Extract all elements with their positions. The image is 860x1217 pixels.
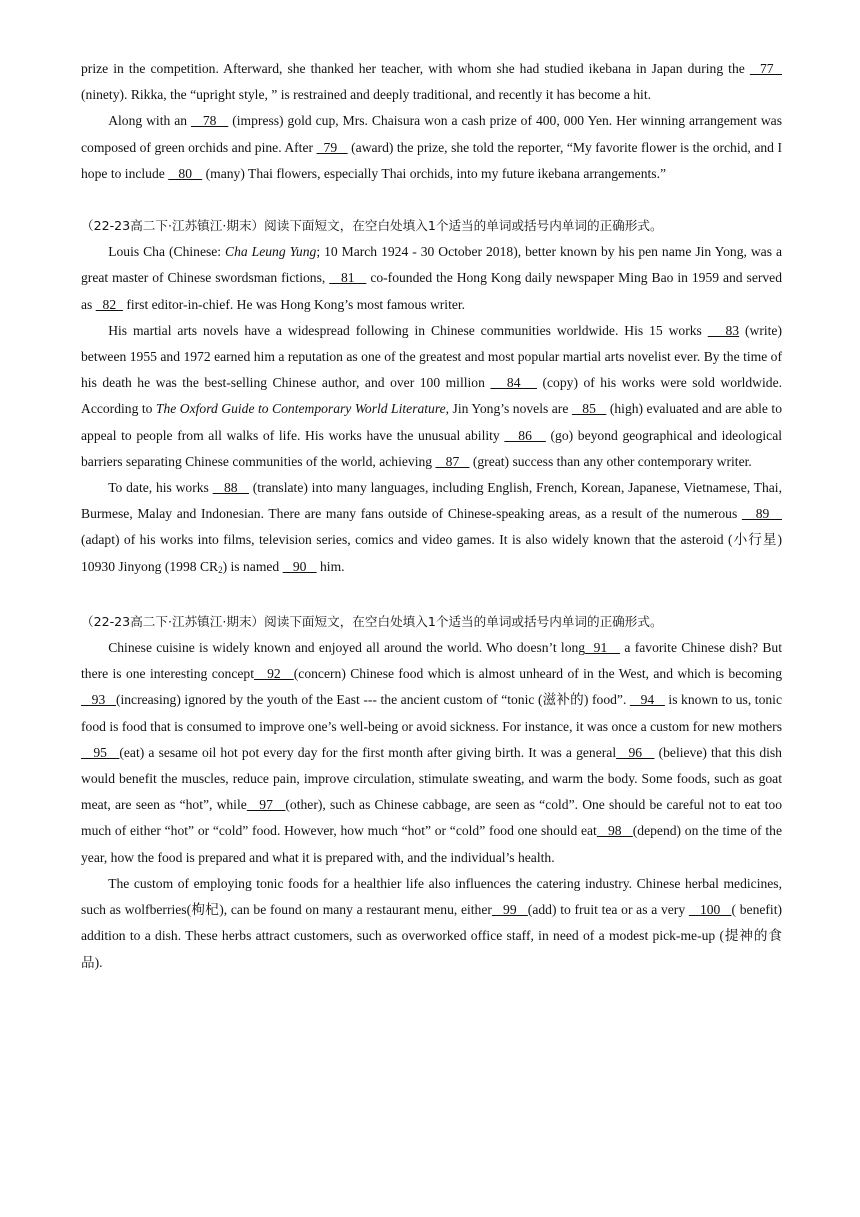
passage2-paragraph-3	[81, 475, 782, 583]
blank-84[interactable]: 84	[490, 375, 537, 391]
blank-79[interactable]: 79	[316, 139, 348, 155]
text: (translate) into many languages, including English, French, Korean, Japanese, Vietnamese, Thai, Burmese, Malay and Indonesian. There are many fans outside of Chinese-speaking areas, as a result of the numerous	[81, 480, 782, 522]
text: (copy) of his works were sold worldwide. According to	[81, 375, 783, 417]
text: The custom of employing tonic foods for a healthier life also influences the catering industry. Chinese herbal medicines, such as wolfberries(枸杞), can be found on many a restaurant menu, either	[81, 875, 782, 918]
text: Chinese cuisine is widely known and enjoyed all around the world. Who doesn’t long	[108, 640, 586, 656]
passage3-paragraph-1	[81, 635, 782, 871]
blank-81[interactable]: 81	[329, 270, 367, 286]
text: first editor-in-chief. He was Hong Kong’s most famous writer.	[122, 296, 466, 312]
blank-95[interactable]: 95	[81, 744, 120, 760]
passage2-header: （22-23高二下·江苏镇江·期末）阅读下面短文，在空白处填入1个适当的单词或括号内单词的正确形式。	[81, 218, 663, 234]
text: (impress) gold cup, Mrs. Chaisura won a cash prize of 400, 000 Yen. Her winning arrangement was composed of green orchids and pine. After	[81, 113, 783, 155]
text: (write) between 1955 and 1972 earned him a reputation as one of the greatest and most popular martial arts novelist ever. By the time of his death he was the best-selling Chinese author, and over 100 million	[81, 322, 782, 391]
text: (concern) Chinese food which is almost unheard of in the West, and which is becoming	[293, 666, 783, 682]
blank-85[interactable]: 85	[571, 401, 607, 417]
text: (believe) that this dish would benefit the muscles, reduce pain, improve circulation, stimulate sweating, and warm the body. Some foods, such as goat meat, are seen as “hot”, while	[81, 744, 782, 813]
blank-89[interactable]: 89	[741, 506, 782, 522]
text: (high) evaluated and are able to appeal to people from all walks of life. His works have the unusual ability	[81, 401, 782, 443]
blank-92[interactable]: 92	[253, 666, 294, 682]
text: (adapt) of his works into films, television series, comics and video games. It is also widely known that the asteroid (小行星) 10930 Jinyong (1998 CR	[81, 532, 782, 574]
document-page	[81, 56, 782, 976]
passage1-paragraph-1	[81, 56, 782, 108]
text: (many) Thai flowers, especially Thai orchids, into my future ikebana arrangements.”	[202, 165, 666, 181]
text: (go) beyond geographical and ideological barriers separating Chinese communities of the world, achieving	[81, 427, 782, 469]
text: Louis Cha (Chinese:	[108, 244, 226, 260]
blank-87[interactable]: 87	[435, 453, 470, 469]
blank-91[interactable]: 91	[585, 640, 621, 656]
text: him.	[316, 558, 345, 574]
passage1-paragraph-2	[81, 108, 782, 187]
text: ; 10 March 1924 - 30 October 2018), better known by his pen name Jin Yong, was a great master of Chinese swordsman fictions,	[81, 244, 783, 286]
blank-94[interactable]: 94	[629, 692, 665, 708]
text: Along with an	[108, 113, 192, 129]
italic-book-title: The Oxford Guide to Contemporary World Literature	[155, 401, 446, 417]
text: To date, his works	[108, 480, 213, 496]
blank-93[interactable]: 93	[81, 692, 116, 708]
passage2-paragraph-2	[81, 318, 782, 475]
subscript: 2	[218, 564, 223, 575]
text: , Jin Yong’s novels are	[445, 401, 572, 417]
blank-83[interactable]: 83	[707, 322, 740, 338]
blank-82[interactable]: 82	[95, 296, 123, 312]
text: (increasing) ignored by the youth of the East --- the ancient custom of “tonic (滋补的) food”.	[115, 692, 630, 708]
text: a favorite Chinese dish? But there is one interesting concept	[81, 640, 782, 682]
blank-98[interactable]: 98	[596, 823, 633, 839]
blank-90[interactable]: 90	[282, 558, 317, 574]
blank-99[interactable]: 99	[491, 902, 528, 918]
passage2-paragraph-1	[81, 239, 782, 318]
blank-88[interactable]: 88	[212, 480, 249, 496]
italic-name: Cha Leung Yung	[225, 244, 317, 260]
blank-96[interactable]: 96	[616, 744, 655, 760]
text: (award) the prize, she told the reporter, “My favorite flower is the orchid, and I hope to include	[81, 139, 782, 181]
text: (eat) a sesame oil hot pot every day for the first month after giving birth. It was a general	[119, 744, 617, 760]
passage3-header: （22-23高二下·江苏镇江·期末）阅读下面短文，在空白处填入1个适当的单词或括号内单词的正确形式。	[81, 613, 663, 629]
text: (great) success than any other contemporary writer.	[469, 453, 752, 469]
text: is known to us, tonic food is food that is consumed to improve one’s well-being or avoid sickness. For instance, it was once a custom for new mothers	[81, 692, 782, 734]
text: ) is named	[222, 558, 283, 574]
blank-100[interactable]: 100	[688, 902, 732, 918]
passage3-paragraph-2	[81, 871, 782, 976]
text: ( benefit) addition to a dish. These herbs attract customers, such as overworked office staff, in need of a modest pick-me-up (提神的食品).	[81, 902, 783, 970]
blank-77[interactable]: 77	[749, 61, 782, 76]
text: prize in the competition. Afterward, she thanked her teacher, with whom she had studied ikebana in Japan during the	[81, 61, 750, 76]
text: His martial arts novels have a widespread following in Chinese communities worldwide. His 15 works	[108, 322, 708, 338]
text: (ninety). Rikka, the “upright style, ” is restrained and deeply traditional, and recently it has become a hit.	[81, 87, 652, 103]
blank-86[interactable]: 86	[504, 427, 546, 443]
blank-97[interactable]: 97	[246, 797, 286, 813]
blank-78[interactable]: 78	[191, 113, 229, 129]
text: (other), such as Chinese cabbage, are seen as “cold”. One should be careful not to eat too much of either “hot” or “cold” food. However, how much “hot” or “cold” food one should eat	[81, 797, 783, 839]
text: (depend) on the time of the year, how the food is prepared and what it is prepared with, and the individual’s health.	[81, 823, 782, 865]
text: co-founded the Hong Kong daily newspaper Ming Bao in 1959 and served as	[81, 270, 783, 312]
blank-80[interactable]: 80	[168, 165, 203, 181]
text: (add) to fruit tea or as a very	[527, 902, 689, 918]
